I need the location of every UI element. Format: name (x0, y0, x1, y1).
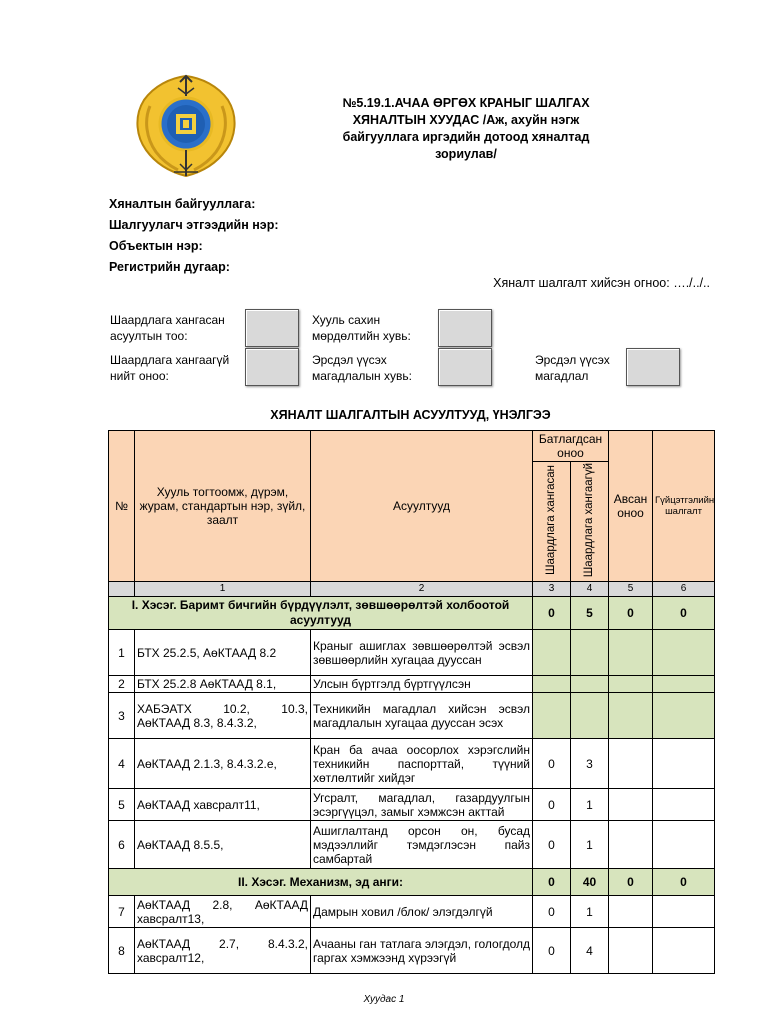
header-performance: Гүйцэтгэлийн шалгалт (653, 431, 715, 582)
row-number: 6 (109, 821, 135, 869)
row-number: 3 (109, 693, 135, 739)
section-row (109, 597, 715, 630)
risk-label: Эрсдэл үүсэх магадлал (535, 353, 610, 383)
row-question: Улсын бүртгэлд бүртгүүлсэн (311, 676, 533, 693)
header-unmet-text: Шаардлага хангаагүй (583, 463, 595, 578)
row-met[interactable] (533, 676, 571, 693)
row-question: Дамрын ховил /блок/ элэгдэлгүй (311, 896, 533, 928)
row-unmet[interactable]: 1 (571, 821, 609, 869)
header-taken: Авсан оноо (609, 431, 653, 582)
row-law: АөКТААД хавсралт11, (135, 789, 311, 821)
row-law: БТХ 25.2.5, АөКТААД 8.2 (135, 630, 311, 676)
row-unmet[interactable] (571, 630, 609, 676)
row-taken[interactable] (609, 821, 653, 869)
row-performance[interactable] (653, 928, 715, 974)
row-unmet[interactable] (571, 676, 609, 693)
row-met[interactable]: 0 (533, 739, 571, 789)
row-question: Краныг ашиглах зөвшөөрөлтэй эсвэл зөвшөөрлийн хугацаа дуусcан (311, 630, 533, 676)
document-title (318, 95, 614, 163)
row-unmet[interactable]: 4 (571, 928, 609, 974)
inspection-date: Хяналт шалгалт хийсэн огноо: …./../.. (493, 276, 710, 290)
row-met[interactable]: 0 (533, 896, 571, 928)
row-unmet[interactable] (571, 693, 609, 739)
section-value: 0 (653, 597, 715, 630)
header-no: № (109, 431, 135, 582)
page-footer: Хуудас 1 (363, 994, 405, 1005)
row-law: АөКТААД 8.5.5, (135, 821, 311, 869)
title-line: ХЯНАЛТЫН ХУУДАС /Аж, ахуйн нэгж (352, 113, 580, 127)
met-count-label: Шаардлага хангасан асуултын тоо: (110, 313, 225, 343)
risk-factor-label: Эрсдэл үүсэх магадлалын хувь: (312, 353, 412, 383)
row-question: Ачааны ган татлага элэгдэл, гологдолд гаргах хэмжээнд хүрээгүй (311, 928, 533, 974)
row-law: АөКТААД 2.7, 8.4.3.2, хавсралт12, (135, 928, 311, 974)
section-row (109, 869, 715, 896)
row-law: АөКТААД 2.8, АөКТААД хавсралт13, (135, 896, 311, 928)
row-number: 8 (109, 928, 135, 974)
row-question: Кран ба ачаа оосорлох хэрэгслийн техникийн паспорттай, түүний хөтлөлтийг хийдэг (311, 739, 533, 789)
title-line: байгууллага иргэдийн дотоод хяналтад (342, 130, 590, 144)
row-met[interactable]: 0 (533, 789, 571, 821)
unmet-score-box[interactable] (245, 348, 299, 386)
organization-label: Хяналтын байгууллага: (109, 197, 256, 211)
header-question: Асуултууд (311, 431, 533, 582)
section-value: 0 (609, 597, 653, 630)
col-number: 3 (533, 582, 571, 597)
row-performance[interactable] (653, 821, 715, 869)
header-met (533, 462, 571, 582)
row-unmet[interactable]: 3 (571, 739, 609, 789)
row-performance[interactable] (653, 693, 715, 739)
questions-heading: ХЯНАЛТ ШАЛГАЛТЫН АСУУЛТУУД, ҮНЭЛГЭЭ (270, 408, 551, 422)
compliance-label: Хууль сахин мөрдөлтийн хувь: (312, 313, 411, 343)
row-performance[interactable] (653, 630, 715, 676)
row-performance[interactable] (653, 676, 715, 693)
row-question: Угсралт, магадлал, газардуулгын эсэргүүцэл, замыг хэмжсэн акттай (311, 789, 533, 821)
row-number: 7 (109, 896, 135, 928)
header-met-text: Шаардлага хангасан (545, 465, 557, 576)
header-law: Хууль тогтоомж, дүрэм, журам, стандартын нэр, зүйл, заалт (135, 431, 311, 582)
table-row (109, 896, 715, 928)
compliance-box[interactable] (438, 309, 492, 347)
row-taken[interactable] (609, 928, 653, 974)
questions-table (108, 430, 715, 974)
section-title: II. Хэсэг. Механизм, эд анги: (109, 869, 533, 896)
header-unmet (571, 462, 609, 582)
title-line: зориулав/ (435, 147, 497, 161)
section-value: 0 (533, 597, 571, 630)
row-number: 1 (109, 630, 135, 676)
row-unmet[interactable]: 1 (571, 896, 609, 928)
section-value: 0 (533, 869, 571, 896)
col-number: 4 (571, 582, 609, 597)
row-met[interactable] (533, 630, 571, 676)
row-number: 4 (109, 739, 135, 789)
row-unmet[interactable]: 1 (571, 789, 609, 821)
header-confirmed: Батлагдсан оноо (533, 431, 609, 462)
title-line: №5.19.1.АЧАА ӨРГӨХ КРАНЫГ ШАЛГАХ (342, 96, 590, 110)
row-performance[interactable] (653, 789, 715, 821)
row-question: Техникийн магадлал хийсэн эсвэл магадлалын хугацаа дууссан эсэх (311, 693, 533, 739)
section-value: 5 (571, 597, 609, 630)
registry-label: Регистрийн дугаар: (109, 260, 230, 274)
row-taken[interactable] (609, 739, 653, 789)
table-row (109, 789, 715, 821)
row-number: 2 (109, 676, 135, 693)
unmet-score-label: Шаардлага хангаагүй нийт оноо: (110, 353, 230, 383)
row-taken[interactable] (609, 693, 653, 739)
row-met[interactable]: 0 (533, 928, 571, 974)
section-value: 0 (609, 869, 653, 896)
col-number: 1 (135, 582, 311, 597)
table-row (109, 676, 715, 693)
table-row (109, 821, 715, 869)
section-value: 0 (653, 869, 715, 896)
row-taken[interactable] (609, 630, 653, 676)
row-law: ХАБЭАТХ 10.2, 10.3, АөКТААД 8.3, 8.4.3.2, (135, 693, 311, 739)
risk-box[interactable] (626, 348, 680, 386)
section-title: I. Хэсэг. Баримт бичгийн бүрдүүлэлт, зөвшөөрөлтэй холбоотой асуултууд (109, 597, 533, 630)
row-taken[interactable] (609, 676, 653, 693)
col-number: 6 (653, 582, 715, 597)
row-performance[interactable] (653, 739, 715, 789)
table-row (109, 630, 715, 676)
col-number: 2 (311, 582, 533, 597)
row-number: 5 (109, 789, 135, 821)
emblem-logo (130, 72, 242, 180)
met-count-box[interactable] (245, 309, 299, 347)
row-taken[interactable] (609, 789, 653, 821)
col-number-blank (109, 582, 135, 597)
row-met[interactable] (533, 693, 571, 739)
row-law: БТХ 25.2.8 АөКТААД 8.1, (135, 676, 311, 693)
col-number: 5 (609, 582, 653, 597)
risk-factor-box[interactable] (438, 348, 492, 386)
inspector-label: Шалгуулагч этгээдийн нэр: (109, 218, 279, 232)
object-label: Объектын нэр: (109, 239, 203, 253)
row-law: АөКТААД 2.1.3, 8.4.3.2.е, (135, 739, 311, 789)
section-value: 40 (571, 869, 609, 896)
table-row (109, 739, 715, 789)
table-row (109, 693, 715, 739)
row-taken[interactable] (609, 896, 653, 928)
row-met[interactable]: 0 (533, 821, 571, 869)
row-performance[interactable] (653, 896, 715, 928)
table-row (109, 928, 715, 974)
row-question: Ашиглалтанд орсон он, бусад мэдээллийг тэмдэглэсэн пайз самбартай (311, 821, 533, 869)
